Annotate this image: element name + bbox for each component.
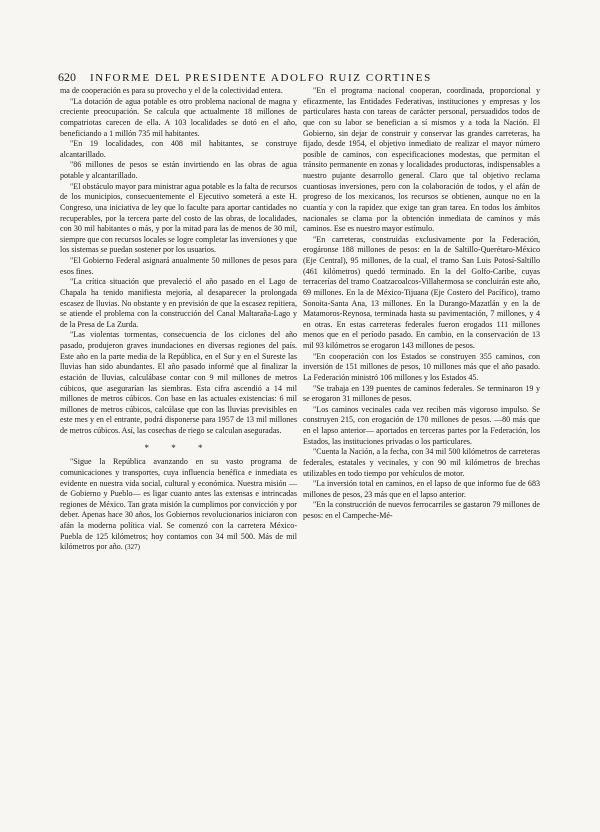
footnote-number: (327) — [124, 543, 140, 552]
paragraph: "Las violentas tormentas, consecuencia de los ciclones del año pasado, produjeron graves inundaciones en diversas regiones del país. Este año en la parte media de la República, en el Sur y en el Sureste las lluvias han sido abundantes. El año pasado informé que al finalizar la estación de lluvias, calculábase contar con 9 mil millones de metros cúbicos, que asegurarían las siembras. Esta cifra ascendió a 14 mil millones de metros cúbicos. Con base en las actuales existencias: 6 mil millones de metros cúbicos, calcúlase que con las lluvias previsibles en este mes y en el entrante, podrá disponerse para 1957 de 13 mil millones de metros cúbicos. Así, las cosechas de riego se calculan aseguradas. — [60, 330, 297, 435]
paragraph: ma de cooperación es para su provecho y el de la colectividad entera. — [60, 86, 283, 95]
paragraph: "En carreteras, construidas exclusivamente por la Federación, erogáronse 188 millones de pesos: en la de Saltillo-Querétaro-México (Eje Central), 95 millones, de la cual, el tramo San Luis Potosí-Saltillo (461 kilómetros) quedó terminado. En la del Golfo-Caribe, cuyas terracerías del tramo Coatzacoalcos-Villahermosa se concluirán este año, 69 millones. En la de México-Tijuana (Eje Costero del Pacífico), tramo Sonoita-Santa Ana, 13 millones. En la Durango-Mazatlán y en la de Matamoros-Reynosa, terminada hasta su pavimentación, 7 millones, y 4 en otras. En estas carreteras federales fueron erogados 111 millones menos que en el período pasado. En cambio, en la conservación de 13 mil 93 kilómetros se erogaron 143 millones de pesos. — [303, 234, 540, 350]
left-column — [60, 86, 297, 553]
paragraph: "En 19 localidades, con 408 mil habitantes, se construye alcantarillado. — [60, 139, 297, 159]
page-number: 620 — [58, 70, 76, 84]
paragraph: "La crítica situación que prevaleció el año pasado en el Lago de Chapala ha tenido manifiesta mejoría, al desaparecer la prolongada escasez de lluvias. No obstante y en previsión de que la escasez repitiera, se atiende el problema con la construcción del Canal Maltaraña-Lago y de la Presa de La Zurda. — [60, 277, 297, 329]
section-separator: * * * — [144, 442, 213, 453]
running-title: INFORME DEL PRESIDENTE ADOLFO RUIZ CORTINES — [90, 72, 432, 84]
paragraph — [60, 457, 297, 553]
right-column — [303, 86, 540, 522]
paragraph-text: "Sigue la República avanzando en su vasto programa de comunicaciones y transportes, cuya influencia benéfica e inmediata es evidente en nuestra vida social, cultural y económica. Nuestra misión —de Gobierno y Pueblo— es ligar cuanto antes las extensas e intrincadas regiones de México. Tan grata misión la cumplimos por convicción y por deber. Apenas hace 30 años, los Gobiernos revolucionarios iniciaron con afán la moderna política vial. Se comenzó con la carretera México-Puebla de 125 kilómetros; hoy contamos con 34 mil 500. Más de mil kilómetros por año. — [60, 457, 297, 552]
paragraph: "86 millones de pesos se están invirtiendo en las obras de agua potable y alcantarillado. — [60, 160, 297, 180]
paragraph: "Se trabaja en 139 puentes de caminos federales. Se terminaron 19 y se erogaron 31 millones de pesos. — [303, 383, 540, 404]
paragraph: "El obstáculo mayor para ministrar agua potable es la falta de recursos de los municipios, consecuentemente el Ejecutivo someterá a este H. Congreso, una iniciativa de ley que lo faculte para aportar cantidades no recuperables, por la tercera parte del costo de las obras, de localidades, con 30 mil habitantes o más, y por la mitad para las de menos de 30 mil, siempre que con recursos locales se logre completar las inversiones y que los sistemas se puedan sostener por los usuarios. — [60, 181, 297, 255]
paragraph: "La dotación de agua potable es otro problema nacional de magna y creciente preocupación. Se calcula que actualmente 18 millones de compatriotas carecen de ella. A 103 localidades se dotó en el año, beneficiando a 1 millón 735 mil habitantes. — [60, 96, 297, 138]
paragraph: "Los caminos vecinales cada vez reciben más vigoroso impulso. Se construyen 215, con erogación de 170 millones de pesos. —80 más que en el lapso anterior— aportados en terceras partes por la Federación, los Estados, las instituciones privadas o los particulares. — [303, 404, 540, 446]
paragraph: "En cooperación con los Estados se construyen 355 caminos, con inversión de 151 millones de pesos, 10 millones más que el año pasado. La Federación ministró 106 millones y los Estados 45. — [303, 351, 540, 382]
paragraph: "La inversión total en caminos, en el lapso de que informo fue de 683 millones de pesos, 23 más que en el lapso anterior. — [303, 479, 540, 499]
paragraph: "En la construcción de nuevos ferrocarriles se gastaron 79 millones de pesos: en el Campeche-Mé- — [303, 500, 540, 520]
paragraph: "Cuenta la Nación, a la fecha, con 34 mil 500 kilómetros de carreteras federales, estatales y vecinales, y con 90 mil kilómetros de brechas utilizables en todo tiempo por vehículos de motor. — [303, 447, 540, 478]
paragraph: "El Gobierno Federal asignará anualmente 50 millones de pesos para esos fines. — [60, 256, 297, 276]
paragraph: "En el programa nacional cooperan, coordinada, proporcional y eficazmente, las Entidades Federativas, instituciones y empresas y los particulares hasta con tareas de carácter personal, persuadidos todos de que con su labor se benefician a sí mismos y a toda la Nación. El Gobierno, sin dejar de construir y conservar las grandes carreteras, ha fijado, desde 1954, el objetivo inmediato de realizar el mayor número posible de caminos, con especificaciones modestas, que permitan el tránsito permanente en zonas y localidades productoras, indispensables a nuestro pujante desarrollo general. Claro que tal objetivo reclama cuantiosas inversiones, pero con la colaboración de todos, y el afán de progreso de los mexicanos, los recursos se obtienen, aunque no en la cuantía y con la rapidez que exige tan gran tarea. En todos los ámbitos nacionales se clama por la obtención inmediata de caminos y más caminos. Ese es nuestro mayor estímulo. — [303, 86, 540, 234]
page-header — [58, 70, 558, 85]
